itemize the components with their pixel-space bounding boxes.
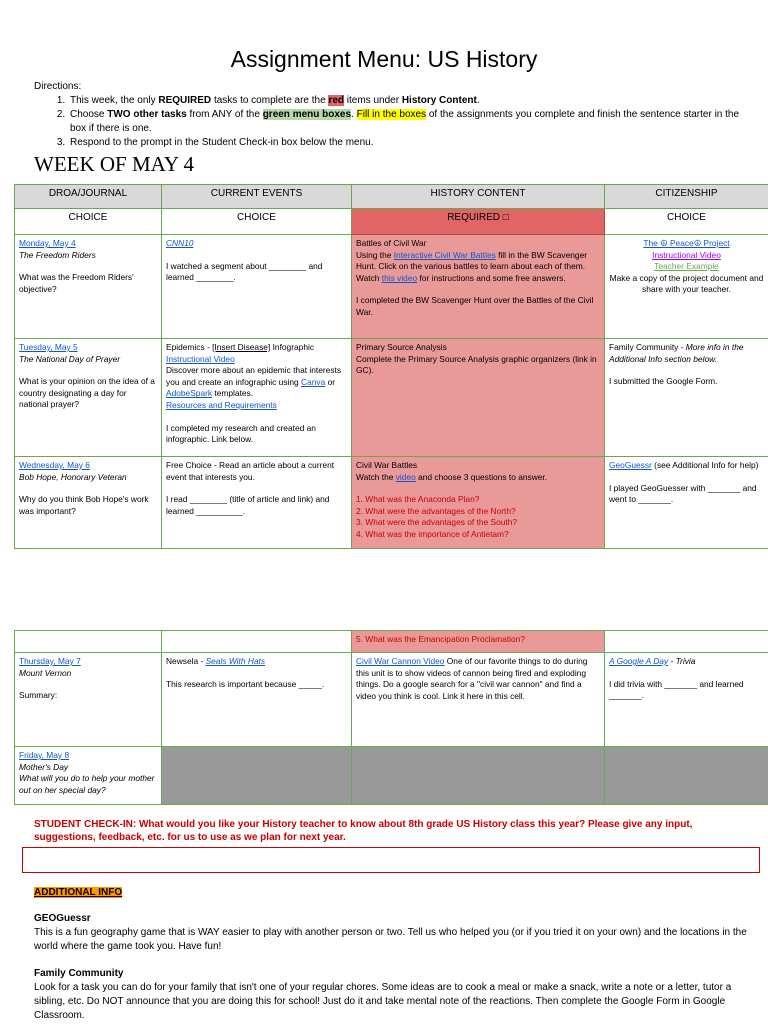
- family-community-section: [34, 967, 758, 1023]
- task-text: GeoGuessr (see Additional Info for help): [609, 460, 759, 470]
- date-link-tuesday[interactable]: Tuesday, May 5: [19, 342, 78, 352]
- question-item: 4. What was the importance of Antietam?: [356, 528, 509, 539]
- empty-cell: [605, 631, 768, 653]
- question-item: 2. What were the advantages of the North?: [356, 505, 516, 516]
- assignment-menu-table-continued: [14, 630, 768, 805]
- header-row: [15, 185, 768, 209]
- current-events-cell-monday: [162, 235, 352, 339]
- section-text: This is a fun geography game that is WAY easier to play with another person or two. Tell us who helped you (or if you tried it on your own) and the locations in the world where the game took you. Have fun!: [34, 927, 747, 952]
- journal-question: Summary:: [19, 690, 58, 701]
- task-title: Primary Source Analysis: [356, 342, 447, 352]
- task-title: Battles of Civil War: [356, 238, 427, 248]
- table-row-friday: [15, 747, 768, 805]
- student-checkin-box[interactable]: [22, 847, 760, 873]
- directions-item-2: 2. Choose TWO other tasks from ANY of the green menu boxes. Fill in the boxes of the assignments you complete and finish the sentence starter in the box if there is one.: [68, 108, 754, 136]
- directions-item-3: 3. Respond to the prompt in the Student Check-in box below the menu.: [68, 136, 754, 150]
- journal-cell-tuesday: [15, 339, 162, 457]
- date-link-wednesday[interactable]: Wednesday, May 6: [19, 460, 90, 470]
- task-title: A Google A Day - Trivia: [609, 656, 696, 666]
- citizenship-cell-wednesday: [605, 457, 768, 549]
- sentence-starter: I submitted the Google Form.: [609, 376, 718, 387]
- journal-topic: The Freedom Riders: [19, 249, 96, 260]
- header-current-events: CURRENT EVENTS: [162, 185, 352, 209]
- choice-row: [15, 209, 768, 235]
- table-row-monday: [15, 235, 768, 339]
- table-row-thursday: [15, 653, 768, 747]
- journal-topic: The National Day of Prayer: [19, 353, 121, 364]
- section-heading: Family Community: [34, 968, 124, 979]
- directions-item-1: 1. This week, the only REQUIRED tasks to complete are the red items under History Content.: [68, 94, 754, 108]
- history-cell-monday: [352, 235, 605, 339]
- seals-with-hats-link[interactable]: Seals With Hats: [205, 656, 266, 666]
- date-link-monday[interactable]: Monday, May 4: [19, 238, 76, 248]
- adobespark-link[interactable]: AdobeSpark: [166, 388, 213, 399]
- assignment-menu-table: [14, 184, 768, 549]
- week-heading: WEEK OF MAY 4: [34, 152, 195, 176]
- task-text: Complete the Primary Source Analysis graphic organizers (link in GC).: [356, 353, 597, 376]
- teacher-example-link[interactable]: Teacher Example: [654, 261, 719, 272]
- additional-info-heading: ADDITIONAL INFO: [34, 887, 123, 898]
- video-link[interactable]: video: [395, 471, 416, 482]
- page-title: Assignment Menu: US History: [230, 46, 538, 72]
- canva-link[interactable]: Canva: [301, 376, 326, 387]
- journal-topic: Mother's Day: [19, 761, 69, 772]
- interactive-battles-link[interactable]: Interactive Civil War Battles: [393, 249, 496, 260]
- this-video-link[interactable]: this video: [381, 272, 418, 283]
- resources-link[interactable]: Resources and Requirements: [166, 399, 277, 410]
- task-title: Civil War Battles: [356, 460, 418, 470]
- sentence-starter: I completed the BW Scavenger Hunt over the Battles of the Civil War.: [356, 295, 594, 317]
- task-title: Newsela - Seals With Hats: [166, 656, 266, 666]
- instructional-video-link[interactable]: Instructional Video: [652, 249, 721, 260]
- citizenship-cell-tuesday: [605, 339, 768, 457]
- task-text: Using the Interactive Civil War Battles fill in the BW Scavenger Hunt. Click on the various battles to learn about each of them. Watch this video for instructions and some free answers.: [356, 249, 588, 283]
- header-citizenship: CITIZENSHIP: [605, 185, 768, 209]
- geoguessr-section: [34, 912, 758, 954]
- choice-label: CHOICE: [162, 209, 352, 235]
- choice-label: CHOICE: [605, 209, 768, 235]
- cnn10-link[interactable]: CNN10: [166, 238, 194, 248]
- journal-cell-monday: [15, 235, 162, 339]
- directions-label: Directions:: [34, 81, 82, 92]
- google-a-day-link[interactable]: A Google A Day: [609, 656, 669, 666]
- header-droa-journal: DROA/JOURNAL: [15, 185, 162, 209]
- task-text: Discover more about an epidemic that interests you and create an infographic using Canva or AdobeSpark templates.: [166, 365, 342, 399]
- table-row-tuesday: [15, 339, 768, 457]
- journal-cell-wednesday: [15, 457, 162, 549]
- student-checkin-prompt: STUDENT CHECK-IN: What would you like your History teacher to know about 8th grade US History class this year? Please give any input, suggestions, feedback, etc. for us to use as we plan for next year.: [34, 819, 693, 843]
- sentence-starter: I did trivia with _______ and learned _______.: [609, 678, 744, 701]
- task-title: Epidemics - [Insert Disease] Infographic: [166, 342, 315, 352]
- geoguessr-link[interactable]: GeoGuessr: [609, 460, 652, 470]
- task-text: Watch the video and choose 3 questions to answer.: [356, 471, 548, 482]
- instructional-video-link[interactable]: Instructional Video: [166, 353, 235, 364]
- directions: [34, 80, 754, 150]
- journal-topic: Mount Vernon: [19, 667, 72, 678]
- empty-grey-cell: [605, 747, 768, 805]
- journal-question: What was the Freedom Riders' objective?: [19, 272, 134, 294]
- section-text: Look for a task you can do for your family that isn't one of your regular chores. Some ideas are to cook a meal or make a snack, write a note or a letter, tutor a sibling, etc. Do NOT announce that you are doing this for school! Just do it and take mental note of the reactions. Then complete the Google Form in Google Classroom.: [34, 982, 732, 1021]
- history-cell-tuesday: [352, 339, 605, 457]
- empty-cell: [15, 631, 162, 653]
- journal-question: What is your opinion on the idea of a country designating a day for national prayer?: [19, 376, 155, 410]
- header-history-content: HISTORY CONTENT: [352, 185, 605, 209]
- sentence-starter: I watched a segment about ________ and learned ________.: [166, 260, 323, 283]
- directions-list: [68, 94, 754, 150]
- peace-project-link[interactable]: The ☮ Peace☮ Project: [643, 238, 730, 248]
- journal-cell-thursday: [15, 653, 162, 747]
- table-row-continued: [15, 631, 768, 653]
- table-row-wednesday: [15, 457, 768, 549]
- journal-topic: Bob Hope, Honorary Veteran: [19, 471, 127, 482]
- journal-question: Why do you think Bob Hope's work was important?: [19, 494, 149, 516]
- task-text: Civil War Cannon Video One of our favorite things to do during this unit is to show videos of cannon being fired and exploding things. Do a google search for a "civil war cannon" and find a video you think is cool. Link it here in this cell.: [356, 656, 588, 701]
- journal-cell-friday: [15, 747, 162, 805]
- question-item: 5. What was the Emancipation Proclamation?: [352, 631, 605, 653]
- current-events-cell-thursday: [162, 653, 352, 747]
- task-text: Free Choice - Read an article about a current event that interests you.: [166, 460, 335, 482]
- citizenship-cell-monday: [605, 235, 768, 339]
- date-link-friday[interactable]: Friday, May 8: [19, 750, 70, 760]
- citizenship-cell-thursday: [605, 653, 768, 747]
- choice-label: CHOICE: [15, 209, 162, 235]
- sentence-starter: I completed my research and created an infographic. Link below.: [166, 422, 316, 445]
- date-link-thursday[interactable]: Thursday, May 7: [19, 656, 81, 666]
- current-events-cell-tuesday: [162, 339, 352, 457]
- sentence-starter: I read ________ (title of article and link) and learned __________.: [166, 494, 330, 516]
- empty-cell: [162, 631, 352, 653]
- history-cell-thursday: [352, 653, 605, 747]
- history-cell-wednesday: [352, 457, 605, 549]
- task-text: Family Community - More info in the Additional Info section below.: [609, 342, 744, 364]
- question-item: 3. What were the advantages of the South?: [356, 517, 518, 528]
- current-events-cell-wednesday: [162, 457, 352, 549]
- cannon-video-link[interactable]: Civil War Cannon Video: [356, 656, 445, 666]
- sentence-starter: I played GeoGuesser with _______ and went to _______.: [609, 482, 757, 505]
- empty-grey-cell: [162, 747, 352, 805]
- journal-question: What will you do to help your mother out on her special day?: [19, 773, 155, 795]
- section-heading: GEOGuessr: [34, 913, 91, 924]
- empty-grey-cell: [352, 747, 605, 805]
- required-label: REQUIRED □: [352, 209, 605, 235]
- sentence-starter: This research is important because _____.: [166, 678, 325, 689]
- task-text: Make a copy of the project document and share with your teacher.: [609, 272, 764, 295]
- question-item: 1. What was the Anaconda Plan?: [356, 494, 480, 505]
